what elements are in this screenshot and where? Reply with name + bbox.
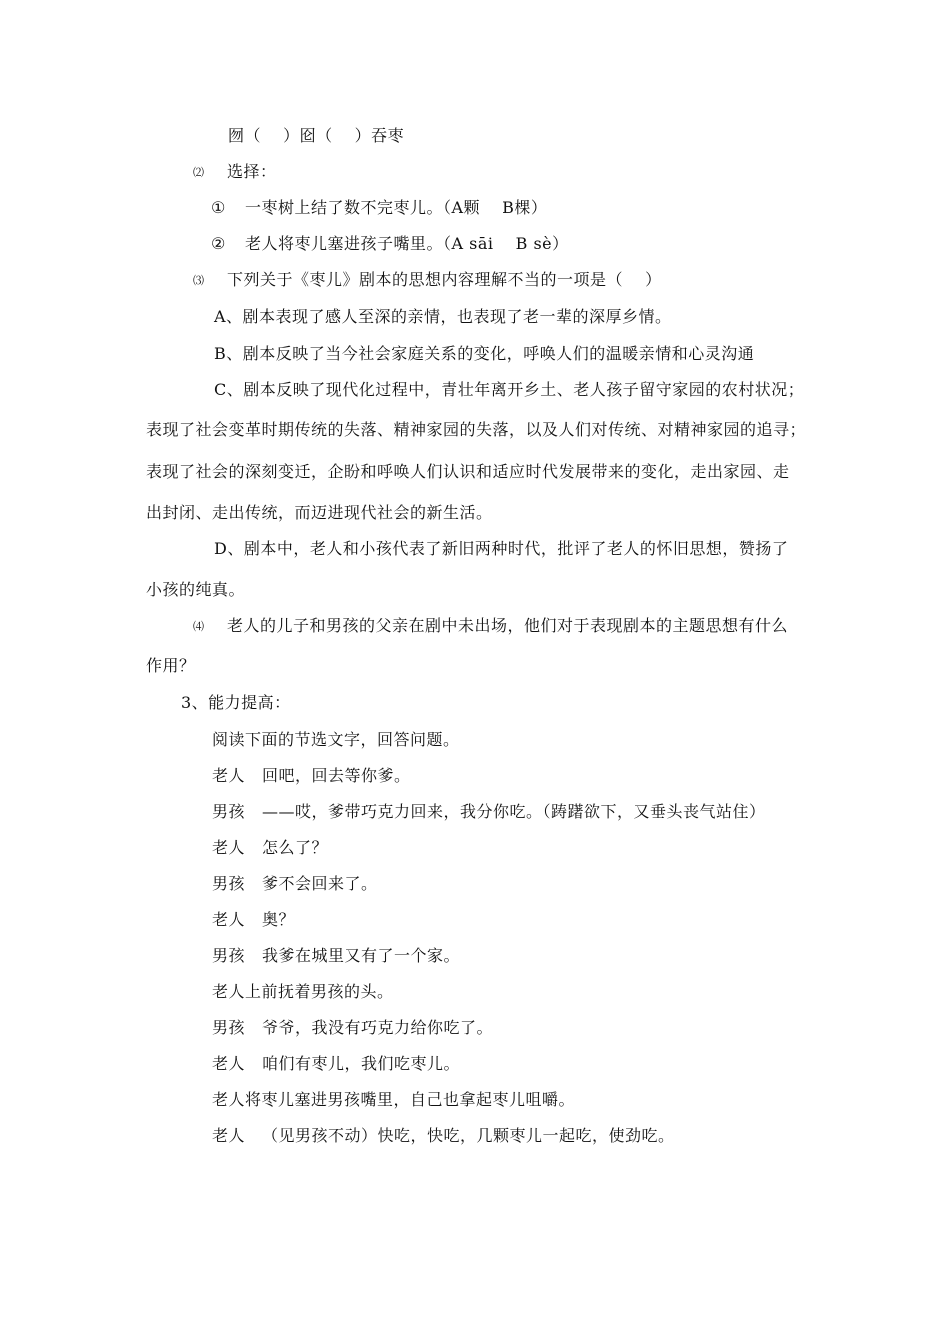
stage-direction [212,1090,575,1110]
dialogue-role: 男孩 [212,1018,246,1037]
item-1-mark: ① [211,198,226,217]
dialogue-line [212,910,295,930]
dialogue-line [212,946,460,966]
dialogue-line [212,838,328,858]
dialogue-text: （见男孩不动）快吃，快吃，几颗枣儿一起吃，使劲吃。 [262,1126,675,1145]
question-2-heading [193,162,277,183]
question-2-title: 选择： [227,162,277,181]
question-4-number: ⑷ [193,620,205,633]
option-c-line-1: C、剧本反映了现代化过程中，青壮年离开乡土、老人孩子留守家园的农村状况； [214,380,805,399]
option-c-line-3: 表现了社会的深刻变迁，企盼和呼唤人们认识和适应时代发展带来的变化，走出家园、走 [146,462,790,481]
fill-in-line [228,126,404,146]
dialogue-line [212,874,378,894]
option-c-line-4: 出封闭、走出传统，而迈进现代社会的新生活。 [146,503,493,522]
dialogue-role: 老人 [212,838,246,857]
question-2-item-1 [211,198,547,218]
stage-direction [212,982,394,1002]
question-4-line-1 [193,616,788,637]
dialogue-text: 咱们有枣儿，我们吃枣儿。 [262,1054,461,1073]
dialogue-line [212,1018,493,1038]
dialogue-text: 回吧，回去等你爹。 [262,766,411,785]
option-b: B、剧本反映了当今社会家庭关系的变化，呼唤人们的温暖亲情和心灵沟通 [214,344,755,363]
question-4-text: 老人的儿子和男孩的父亲在剧中未出场，他们对于表现剧本的主题思想有什么 [227,616,789,635]
stage-direction-text: 老人将枣儿塞进男孩嘴里，自己也拿起枣儿咀嚼。 [212,1090,576,1109]
question-2-number: ⑵ [193,166,205,179]
dialogue-text: 爷爷，我没有巧克力给你吃了。 [262,1018,494,1037]
dialogue-line [212,802,766,822]
question-3-number: ⑶ [193,274,205,287]
dialogue-line [212,766,411,786]
dialogue-text: ——哎，爹带巧克力回来，我分你吃。（踌躇欲下，又垂头丧气站住） [262,802,766,821]
option-d-line-1: D、剧本中，老人和小孩代表了新旧两种时代，批评了老人的怀旧思想，赞扬了 [214,539,789,558]
dialogue-text: 怎么了？ [262,838,329,857]
stage-direction-text: 老人上前抚着男孩的头。 [212,982,394,1001]
dialogue-role: 老人 [212,1054,246,1073]
dialogue-text: 奥？ [262,910,296,929]
dialogue-role: 老人 [212,1126,246,1145]
dialogue-role: 老人 [212,766,246,785]
fill-in-text: 囫（ ）囵（ ）吞枣 [228,126,405,145]
question-3-title: 下列关于《枣儿》剧本的思想内容理解不当的一项是（ ） [227,270,662,289]
option-d-line-2: 小孩的纯真。 [146,580,246,599]
dialogue-text: 爹不会回来了。 [262,874,378,893]
dialogue-role: 男孩 [212,874,246,893]
question-2-item-2 [211,234,569,254]
section-3-intro: 阅读下面的节选文字，回答问题。 [212,730,460,749]
question-4-line-2: 作用？ [146,656,196,675]
dialogue-role: 男孩 [212,946,246,965]
dialogue-line [212,1054,460,1074]
section-3-title: 3、能力提高： [181,693,291,712]
question-3-heading [193,270,662,291]
item-2-text: 老人将枣儿塞进孩子嘴里。（A sāi B sè） [245,234,569,253]
dialogue-role: 男孩 [212,802,246,821]
item-1-text: 一枣树上结了数不完枣儿。（A颗 B棵） [245,198,548,217]
dialogue-text: 我爹在城里又有了一个家。 [262,946,461,965]
item-2-mark: ② [211,234,226,253]
dialogue-role: 老人 [212,910,246,929]
option-c-line-2: 表现了社会变革时期传统的失落、精神家园的失落，以及人们对传统、对精神家园的追寻； [146,420,807,439]
dialogue-line [212,1126,675,1146]
option-a: A、剧本表现了感人至深的亲情，也表现了老一辈的深厚乡情。 [214,307,672,326]
